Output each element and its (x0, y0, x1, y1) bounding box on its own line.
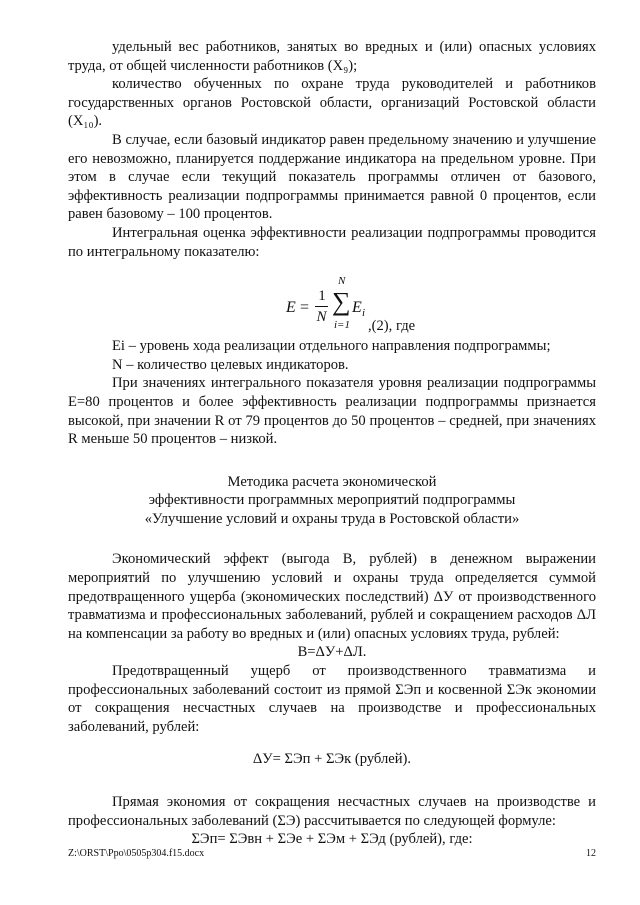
paragraph: При значениях интегрального показателя уровня реализации подпрограммы E=80 процентов и более эффективность реализации подпрограммы признается высокой, при значении R от 79 процентов до 50 процентов – средней, при значениях R меньше 50 процентов – низкой. (68, 375, 596, 448)
heading-line: «Улучшение условий и охраны труда в Ростовской области» (144, 510, 520, 527)
integral-formula (68, 261, 596, 337)
paragraph: N – количество целевых индикаторов. (112, 356, 349, 373)
document-page (68, 38, 596, 849)
equation-damage: ΔУ= ΣЭп + ΣЭк (рублей). (252, 751, 412, 768)
formula-lower-limit: i=1 (334, 319, 350, 332)
formula-sigma: ∑ (332, 287, 351, 317)
equation-benefit: В=ΔУ+ΔЛ. (297, 644, 367, 661)
spacer (68, 769, 596, 793)
paragraph: Ei – уровень хода реализации отдельного направления подпрограммы; (112, 338, 551, 355)
paragraph: количество обученных по охране труда руководителей и работников государственных органов Ростовской области, организаций Ростовской области (X₁₀). (68, 76, 596, 130)
formula-suffix: ,(2), где (368, 318, 416, 335)
spacer (68, 449, 596, 467)
section-heading (68, 473, 596, 529)
formula-lhs: E (286, 299, 296, 317)
heading-line: эффективности программных мероприятий подпрограммы (148, 492, 516, 509)
formula-numerator: 1 (318, 288, 326, 305)
equation-direct-savings: ΣЭп= ΣЭвн + ΣЭе + ΣЭм + ΣЭд (рублей), где: (191, 831, 473, 848)
formula-term: E (352, 299, 362, 317)
paragraph: удельный вес работников, занятых во вредных и (или) опасных условиях труда, от общей численности работников (X₉); (68, 39, 596, 74)
footer-file-path: Z:\ORST\Ppo\0505p304.f15.docx (68, 848, 205, 859)
formula-fraction-line (315, 306, 328, 307)
paragraph: Прямая экономия от сокращения несчастных случаев на производстве и профессиональных заболеваний (ΣЭ) рассчитывается по следующей формуле: (68, 794, 596, 829)
paragraph: В случае, если базовый индикатор равен предельному значению и улучшение его невозможно, планируется поддержание индикатора на предельном уровне. При этом в случае если текущий показатель программы отличен от базового, эффективность реализации подпрограммы принимается равной 0 процентов, если равен базовому – 100 процентов. (68, 131, 596, 223)
heading-line: Методика расчета экономической (227, 473, 437, 490)
formula-upper-limit: N (338, 275, 346, 288)
paragraph: Экономический эффект (выгода В, рублей) в денежном выражении мероприятий по улучшению условий и охраны труда определяется суммой предотвращенного ущерба (экономических последствий) ΔУ от производственного травматизма и профессиональных заболеваний, рублей и сокращением расходов ΔЛ на компенсации за работу во вредных и (или) опасных условиях труда, рублей: (68, 551, 596, 642)
formula-eq: = (300, 299, 310, 317)
paragraphs-top (68, 38, 596, 261)
paragraph: Интегральная оценка эффективности реализации подпрограммы проводится по интегральному показателю: (68, 224, 596, 260)
formula-term-sub: i (362, 307, 366, 320)
paragraph: Предотвращенный ущерб от производственного травматизма и профессиональных заболеваний состоит из прямой ΣЭп и косвенной ΣЭк экономии от сокращения несчастных случаев на производстве и профессиональных заболеваний, рублей: (68, 663, 596, 735)
paragraphs-mid (68, 337, 596, 449)
page-number: 12 (586, 848, 596, 859)
spacer (68, 736, 596, 750)
formula-denominator: N (316, 309, 327, 326)
spacer (68, 528, 596, 550)
